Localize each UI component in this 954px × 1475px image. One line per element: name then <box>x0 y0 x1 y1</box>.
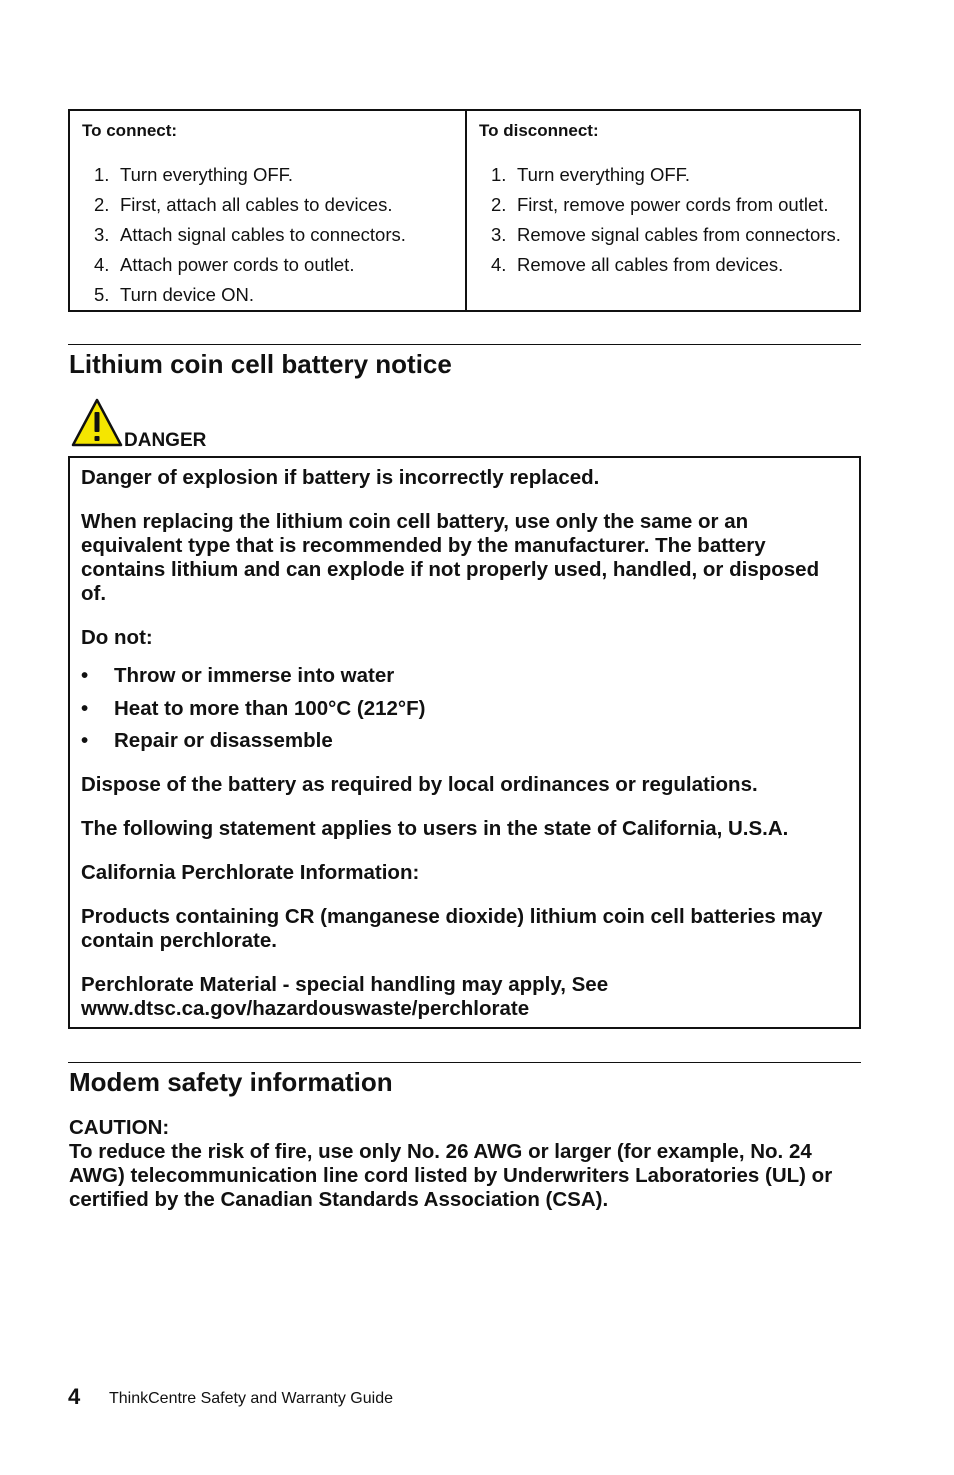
danger-paragraph: When replacing the lithium coin cell battery, use only the same or an equivalent type that is recommended by the manufacturer. The battery contains lithium and can explode if not properly used, handled, or disposed of. <box>81 510 820 605</box>
disconnect-steps <box>479 163 847 276</box>
do-not-list <box>81 664 849 753</box>
danger-paragraph: Products containing CR (manganese dioxide) lithium coin cell batteries may contain perchlorate. <box>81 905 823 952</box>
page-number: 4 <box>68 1384 81 1409</box>
bullet-icon: • <box>81 729 89 752</box>
do-not-item: • Heat to more than 100°C (212°F) <box>81 696 426 720</box>
danger-paragraph: The following statement applies to users in the state of California, U.S.A. <box>81 817 789 840</box>
section-divider <box>68 344 861 345</box>
connect-steps <box>82 163 453 306</box>
danger-paragraph: Dispose of the battery as required by local ordinances or regulations. <box>81 773 758 796</box>
danger-label: DANGER <box>124 430 207 451</box>
disconnect-step: 4. Remove all cables from devices. <box>491 254 784 275</box>
section-divider <box>68 1062 861 1063</box>
disconnect-step: 1. Turn everything OFF. <box>491 164 691 185</box>
connect-step: 2. First, attach all cables to devices. <box>94 194 393 215</box>
danger-paragraph: California Perchlorate Information: <box>81 861 420 884</box>
connect-column <box>70 111 467 310</box>
connect-step: 3. Attach signal cables to connectors. <box>94 224 406 245</box>
connect-disconnect-table <box>68 109 861 312</box>
bullet-icon: • <box>81 696 89 720</box>
connect-heading: To connect: <box>82 121 178 140</box>
connect-step: 4. Attach power cords to outlet. <box>94 254 355 275</box>
modem-section-title: Modem safety information <box>69 1067 393 1097</box>
disconnect-heading: To disconnect: <box>479 121 599 140</box>
caution-notice <box>69 1116 861 1212</box>
do-not-item: • Repair or disassemble <box>81 729 333 752</box>
connect-step: 5. Turn device ON. <box>94 284 254 305</box>
warning-triangle-icon <box>71 398 123 448</box>
caution-label: CAUTION: <box>69 1116 170 1139</box>
connect-step: 1. Turn everything OFF. <box>94 164 294 185</box>
disconnect-column <box>467 111 859 310</box>
danger-notice-box <box>68 456 861 1029</box>
lithium-section-title: Lithium coin cell battery notice <box>69 349 452 379</box>
do-not-item: • Throw or immerse into water <box>81 664 395 687</box>
caution-text: To reduce the risk of fire, use only No. 26 AWG or larger (for example, No. 24 AWG) telecommunication line cord listed by Underwriters Laboratories (UL) or certified by the Canadian Standards Association (CSA). <box>69 1140 833 1211</box>
disconnect-step: 2. First, remove power cords from outlet. <box>491 194 829 215</box>
bullet-icon: • <box>81 664 89 687</box>
disconnect-step: 3. Remove signal cables from connectors. <box>491 224 841 245</box>
perchlorate-link-paragraph: Perchlorate Material - special handling may apply, See www.dtsc.ca.gov/hazardouswaste/perchlorate <box>81 973 609 1020</box>
danger-paragraph: Do not: <box>81 626 153 649</box>
danger-paragraph: Danger of explosion if battery is incorrectly replaced. <box>81 466 600 489</box>
footer-book-title: ThinkCentre Safety and Warranty Guide <box>109 1390 393 1407</box>
